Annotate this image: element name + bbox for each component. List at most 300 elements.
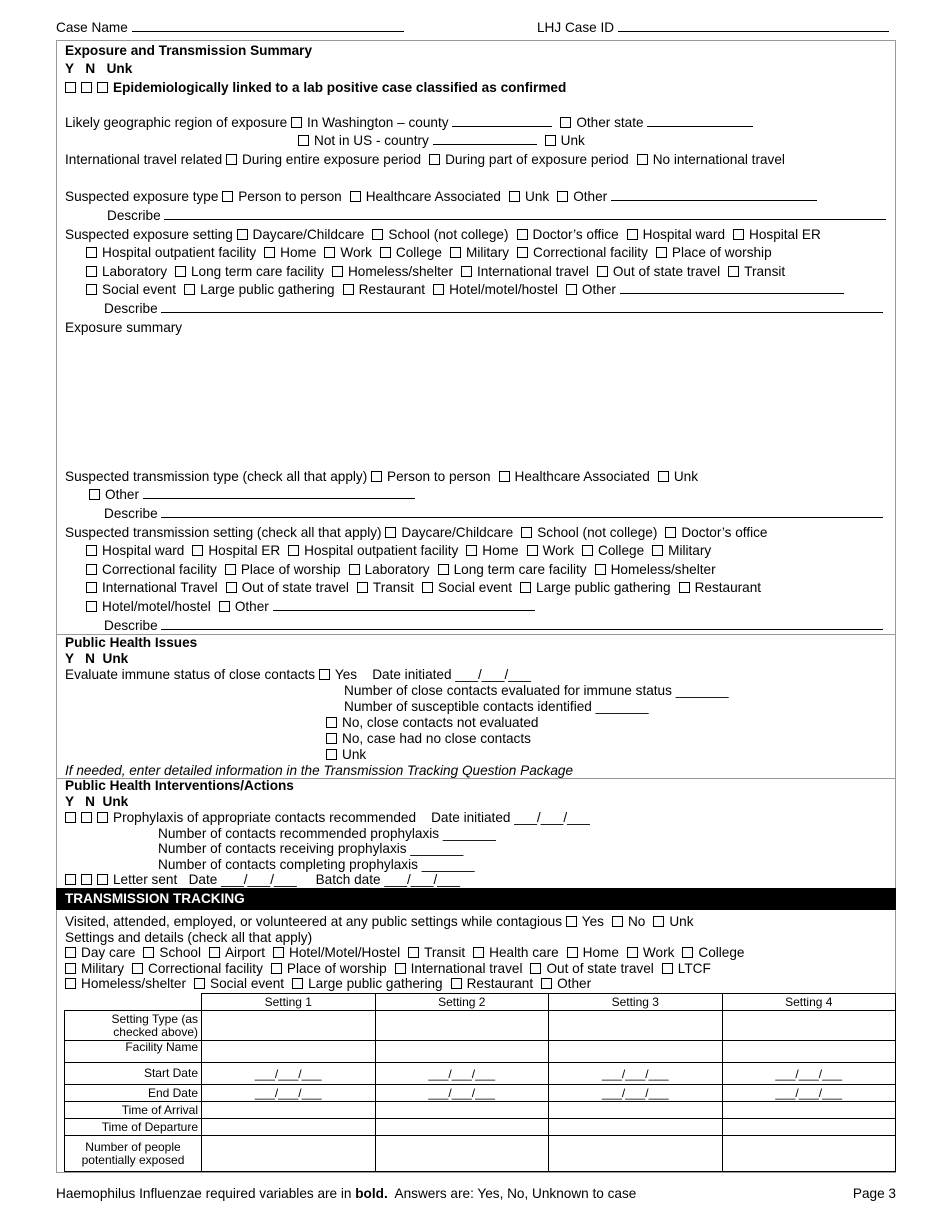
date-cell[interactable]: ___/___/___ <box>375 1085 549 1102</box>
footer-bold: bold. <box>355 1186 388 1201</box>
trans-type-other-field[interactable] <box>143 487 415 499</box>
exposure-type-label: Suspected exposure type <box>65 189 219 204</box>
exp-setting-checkbox[interactable] <box>627 229 638 240</box>
tracking-setting-checkbox[interactable] <box>209 947 220 958</box>
table-cell[interactable] <box>375 1011 549 1041</box>
trans-setting-checkbox[interactable] <box>422 582 433 593</box>
exp-setting-option: Correctional facility <box>533 245 648 260</box>
exposure-type-row <box>65 189 817 205</box>
table-cell[interactable] <box>549 1011 723 1041</box>
trans-setting-checkbox[interactable] <box>225 564 236 575</box>
phi-num-susceptible[interactable]: Number of susceptible contacts identified _______ <box>344 699 649 714</box>
exp-setting-row4 <box>86 282 844 298</box>
tracking-setting-checkbox[interactable] <box>132 963 143 974</box>
geo-region-row <box>65 115 753 131</box>
tracking-setting-option: Restaurant <box>466 976 534 991</box>
tracking-setting-checkbox[interactable] <box>682 947 693 958</box>
geo-county-field[interactable] <box>452 115 552 127</box>
trans-setting-checkbox[interactable] <box>438 564 449 575</box>
settings-table <box>64 993 896 1172</box>
trans-setting-option: Military <box>668 543 712 558</box>
column-header: Setting 2 <box>375 994 549 1011</box>
geo-state-field[interactable] <box>647 115 753 127</box>
trans-setting-checkbox[interactable] <box>349 564 360 575</box>
exp-type-p2p-label: Person to person <box>238 189 342 204</box>
exp-type-hai-checkbox[interactable] <box>350 191 361 202</box>
footer-note: Haemophilus Influenzae required variables are in <box>56 1186 352 1201</box>
tracking-setting-option: Transit <box>424 945 466 960</box>
trans-setting-row4 <box>86 580 761 596</box>
exp-setting-checkbox[interactable] <box>264 247 275 258</box>
table-cell[interactable] <box>549 1136 723 1172</box>
epi-linked-row <box>65 80 566 96</box>
phi-unk-row <box>326 747 366 763</box>
trans-setting-option: Restaurant <box>694 580 762 595</box>
phi-no-evaluated-checkbox[interactable] <box>326 717 337 728</box>
table-cell[interactable] <box>722 1011 896 1041</box>
phi-no-evaluated-label: No, close contacts not evaluated <box>342 715 539 730</box>
intl-entire-checkbox[interactable] <box>226 154 237 165</box>
exp-setting-option: Other <box>581 282 616 297</box>
tracking-no-label: No <box>627 914 646 929</box>
tracking-setting-option: Social event <box>210 976 285 991</box>
exp-setting-checkbox[interactable] <box>372 229 383 240</box>
trans-setting-checkbox[interactable] <box>527 545 538 556</box>
exp-setting-checkbox[interactable] <box>343 284 354 295</box>
trans-type-checkbox[interactable] <box>371 471 382 482</box>
exp-setting-checkbox[interactable] <box>324 247 335 258</box>
tracking-setting-option: LTCF <box>677 961 711 976</box>
tracking-setting-checkbox[interactable] <box>271 963 282 974</box>
epi-linked-y-checkbox[interactable] <box>65 82 76 93</box>
exp-type-describe-field[interactable] <box>164 208 886 220</box>
trans-setting-other-field[interactable] <box>273 599 535 611</box>
exposure-summary-label: Exposure summary <box>65 320 183 335</box>
geo-other-state-label: Other state <box>576 115 644 130</box>
tracking-setting-option: Day care <box>81 945 136 960</box>
phia-proph-unk-checkbox[interactable] <box>97 812 108 823</box>
table-row <box>65 1136 896 1172</box>
table-cell[interactable] <box>722 1136 896 1172</box>
epi-linked-unk-checkbox[interactable] <box>97 82 108 93</box>
trans-setting-checkbox[interactable] <box>385 527 396 538</box>
phia-letter-date[interactable]: Date ___/___/___ <box>188 872 297 887</box>
trans-setting-describe <box>104 618 883 634</box>
trans-setting-checkbox[interactable] <box>652 545 663 556</box>
geo-unk-label: Unk <box>560 133 585 148</box>
trans-setting-option: Out of state travel <box>241 580 349 595</box>
table-row <box>65 1011 896 1041</box>
exp-setting-option: College <box>395 245 442 260</box>
trans-setting-option: School (not college) <box>537 525 658 540</box>
trans-setting-option: College <box>598 543 645 558</box>
exposure-ynu-header <box>65 61 132 77</box>
trans-setting-checkbox[interactable] <box>357 582 368 593</box>
trans-setting-checkbox[interactable] <box>582 545 593 556</box>
tracking-settings-row3 <box>65 976 591 992</box>
table-row <box>65 1041 896 1063</box>
tracking-setting-checkbox[interactable] <box>530 963 541 974</box>
table-cell[interactable] <box>549 1041 723 1063</box>
phi-no-contacts-checkbox[interactable] <box>326 733 337 744</box>
exp-setting-checkbox[interactable] <box>332 266 343 277</box>
phia-letter-row <box>65 872 460 888</box>
exp-setting-describe-field[interactable] <box>161 301 883 313</box>
exp-setting-checkbox[interactable] <box>86 284 97 295</box>
exp-setting-option: Social event <box>102 282 177 297</box>
exp-type-unk-checkbox[interactable] <box>509 191 520 202</box>
exp-setting-option: School (not college) <box>388 227 509 242</box>
exp-setting-row1 <box>65 227 821 243</box>
phi-no-evaluated-row <box>326 715 538 731</box>
geo-not-us-label: Not in US - country <box>314 133 429 148</box>
phi-num-evaluated[interactable]: Number of close contacts evaluated for immune status _______ <box>344 683 729 698</box>
tracking-setting-option: Health care <box>489 945 559 960</box>
table-cell[interactable] <box>375 1119 549 1136</box>
phia-num-completing[interactable]: Number of contacts completing prophylaxis _______ <box>158 857 475 872</box>
phi-yes-label: Yes <box>334 667 358 682</box>
exp-type-unk-label: Unk <box>525 189 550 204</box>
trans-setting-describe-field[interactable] <box>161 618 883 630</box>
exp-setting-option: Hospital ER <box>749 227 821 242</box>
date-cell[interactable]: ___/___/___ <box>549 1085 723 1102</box>
exp-setting-checkbox[interactable] <box>728 266 739 277</box>
geo-unk-checkbox[interactable] <box>545 135 556 146</box>
trans-setting-option: Hospital ER <box>208 543 281 558</box>
table-corner <box>65 994 202 1011</box>
phia-letter-n-checkbox[interactable] <box>81 874 92 885</box>
trans-setting-row1 <box>65 525 768 541</box>
trans-setting-option: Hospital outpatient facility <box>304 543 459 558</box>
tracking-setting-option: Homeless/shelter <box>81 976 187 991</box>
exp-setting-checkbox[interactable] <box>86 266 97 277</box>
epi-linked-n-checkbox[interactable] <box>81 82 92 93</box>
phi-no-contacts-row <box>326 731 531 747</box>
intl-none-checkbox[interactable] <box>637 154 648 165</box>
phi-ynu-header: Y N Unk <box>65 651 129 666</box>
exp-setting-label: Suspected exposure setting <box>65 227 233 242</box>
case-name-label: Case Name <box>56 20 128 35</box>
tracking-yes-label: Yes <box>581 914 604 929</box>
trans-type-describe <box>104 506 883 522</box>
tracking-setting-option: Military <box>81 961 125 976</box>
table-row <box>65 1085 896 1102</box>
trans-setting-checkbox[interactable] <box>86 545 97 556</box>
trans-setting-checkbox[interactable] <box>86 582 97 593</box>
exp-setting-checkbox[interactable] <box>517 229 528 240</box>
tracking-setting-checkbox[interactable] <box>194 978 205 989</box>
date-cell[interactable]: ___/___/___ <box>722 1085 896 1102</box>
table-cell[interactable] <box>722 1102 896 1119</box>
tracking-setting-checkbox[interactable] <box>567 947 578 958</box>
trans-setting-option: Correctional facility <box>102 562 217 577</box>
exp-setting-option: Work <box>340 245 372 260</box>
trans-setting-row3 <box>86 562 716 578</box>
intl-part-label: During part of exposure period <box>445 152 629 167</box>
tracking-setting-option: Other <box>557 976 592 991</box>
epi-linked-label: Epidemiologically linked to a lab positive case classified as confirmed <box>113 80 567 95</box>
transmission-tracking-header: TRANSMISSION TRACKING <box>56 888 896 910</box>
exp-setting-option: Hospital ward <box>642 227 726 242</box>
trans-setting-row2 <box>86 543 711 559</box>
exp-setting-checkbox[interactable] <box>517 247 528 258</box>
phia-date-initiated[interactable]: Date initiated ___/___/___ <box>431 810 590 825</box>
tracking-settings-row2 <box>65 961 711 977</box>
intl-entire-label: During entire exposure period <box>241 152 422 167</box>
exp-setting-checkbox[interactable] <box>380 247 391 258</box>
phia-ynu-header: Y N Unk <box>65 794 129 809</box>
tracking-setting-option: Hotel/Motel/Hostel <box>289 945 401 960</box>
tracking-setting-checkbox[interactable] <box>395 963 406 974</box>
geo-wa-checkbox[interactable] <box>291 117 302 128</box>
table-cell[interactable] <box>375 1102 549 1119</box>
phi-evaluate-yes-checkbox[interactable] <box>319 669 330 680</box>
row-label: End Date <box>65 1085 202 1102</box>
trans-type-row <box>65 469 698 485</box>
trans-setting-row5 <box>86 599 535 615</box>
geo-wa-label: In Washington – county <box>306 115 449 130</box>
table-header-row <box>65 994 896 1011</box>
trans-setting-checkbox[interactable] <box>665 527 676 538</box>
trans-setting-checkbox[interactable] <box>86 564 97 575</box>
row-label: Time of Departure <box>65 1119 202 1136</box>
trans-type-checkbox[interactable] <box>499 471 510 482</box>
phi-evaluate-label: Evaluate immune status of close contacts <box>65 667 316 682</box>
column-header: Setting 3 <box>549 994 723 1011</box>
case-name-field[interactable] <box>56 20 404 35</box>
tracking-setting-option: Large public gathering <box>308 976 443 991</box>
table-cell[interactable] <box>202 1041 376 1063</box>
row-label: Facility Name <box>65 1041 202 1063</box>
phi-evaluate-row <box>65 667 531 683</box>
trans-setting-checkbox[interactable] <box>192 545 203 556</box>
trans-type-other-label: Other <box>105 487 139 502</box>
intl-none-label: No international travel <box>652 152 785 167</box>
tracking-setting-checkbox[interactable] <box>65 978 76 989</box>
trans-setting-option: Transit <box>372 580 414 595</box>
trans-setting-checkbox[interactable] <box>679 582 690 593</box>
date-cell[interactable]: ___/___/___ <box>722 1063 896 1085</box>
tracking-visited-row <box>65 914 694 930</box>
geo-country-field[interactable] <box>433 133 537 145</box>
trans-setting-checkbox[interactable] <box>226 582 237 593</box>
column-header: Setting 1 <box>202 994 376 1011</box>
phi-note: If needed, enter detailed information in the Transmission Tracking Question Package <box>65 763 574 778</box>
trans-setting-option: Other <box>234 599 269 614</box>
trans-setting-option: Large public gathering <box>536 580 671 595</box>
exp-setting-checkbox[interactable] <box>433 284 444 295</box>
exp-type-other-field[interactable] <box>611 189 817 201</box>
tracking-setting-checkbox[interactable] <box>451 978 462 989</box>
trans-setting-checkbox[interactable] <box>466 545 477 556</box>
ynu-y: Y <box>65 61 75 76</box>
date-cell[interactable]: ___/___/___ <box>202 1063 376 1085</box>
tracking-setting-option: Work <box>642 945 675 960</box>
footer-answers: Answers are: Yes, No, Unknown to case <box>394 1186 637 1201</box>
phia-num-recommended[interactable]: Number of contacts recommended prophylaxis _______ <box>158 826 496 841</box>
trans-setting-checkbox[interactable] <box>86 601 97 612</box>
table-cell[interactable] <box>202 1102 376 1119</box>
table-cell[interactable] <box>375 1136 549 1172</box>
trans-setting-label: Suspected transmission setting (check all that apply) <box>65 525 382 540</box>
exposure-type-describe <box>107 208 886 224</box>
exp-setting-checkbox[interactable] <box>175 266 186 277</box>
tracking-setting-checkbox[interactable] <box>627 947 638 958</box>
geo-not-us-checkbox[interactable] <box>298 135 309 146</box>
phia-proph-n-checkbox[interactable] <box>81 812 92 823</box>
row-label: Setting Type (as checked above) <box>65 1011 202 1041</box>
geo-other-state-checkbox[interactable] <box>560 117 571 128</box>
trans-type-describe-field[interactable] <box>161 506 883 518</box>
trans-type-option: Unk <box>673 469 698 484</box>
table-cell[interactable] <box>375 1041 549 1063</box>
tracking-no-checkbox[interactable] <box>612 916 623 927</box>
page-number: Page 3 <box>852 1186 896 1201</box>
trans-setting-checkbox[interactable] <box>520 582 531 593</box>
tracking-setting-option: School <box>159 945 201 960</box>
exp-setting-row2 <box>86 245 772 261</box>
phi-date-initiated[interactable]: Date initiated ___/___/___ <box>372 667 531 682</box>
tracking-setting-checkbox[interactable] <box>65 963 76 974</box>
trans-setting-option: Place of worship <box>240 562 341 577</box>
lhj-case-id-label: LHJ Case ID <box>537 20 615 35</box>
tracking-setting-checkbox[interactable] <box>143 947 154 958</box>
phia-num-receiving[interactable]: Number of contacts receiving prophylaxis _______ <box>158 841 464 856</box>
table-cell[interactable] <box>202 1011 376 1041</box>
table-cell[interactable] <box>722 1119 896 1136</box>
ynu-n: N <box>85 61 96 76</box>
exposure-section-title: Exposure and Transmission Summary <box>65 43 313 58</box>
geo-region-label: Likely geographic region of exposure <box>65 115 288 130</box>
trans-type-label: Suspected transmission type (check all that apply) <box>65 469 368 484</box>
phia-proph-y-checkbox[interactable] <box>65 812 76 823</box>
exp-setting-other-field[interactable] <box>620 282 844 294</box>
table-cell[interactable] <box>202 1136 376 1172</box>
exp-setting-describe <box>104 301 883 317</box>
tracking-unk-checkbox[interactable] <box>653 916 664 927</box>
ynu-unk: Unk <box>106 61 133 76</box>
row-label: Number of people potentially exposed <box>65 1136 202 1172</box>
describe-label: Describe <box>104 506 158 521</box>
tracking-unk-label: Unk <box>669 914 694 929</box>
exp-setting-checkbox[interactable] <box>450 247 461 258</box>
phia-letter-y-checkbox[interactable] <box>65 874 76 885</box>
lhj-case-id-field[interactable] <box>537 20 889 35</box>
tracking-setting-option: Out of state travel <box>546 961 654 976</box>
exp-setting-option: Military <box>466 245 510 260</box>
tracking-setting-checkbox[interactable] <box>292 978 303 989</box>
tracking-yes-checkbox[interactable] <box>566 916 577 927</box>
exp-type-hai-label: Healthcare Associated <box>365 189 501 204</box>
exp-setting-option: International travel <box>477 264 589 279</box>
phi-unk-checkbox[interactable] <box>326 749 337 760</box>
exp-setting-option: Large public gathering <box>200 282 335 297</box>
trans-setting-option: Laboratory <box>364 562 430 577</box>
trans-setting-option: Work <box>542 543 575 558</box>
tracking-setting-option: College <box>698 945 745 960</box>
tracking-settings-label: Settings and details (check all that apply) <box>65 930 313 945</box>
exp-setting-option: Hotel/motel/hostel <box>449 282 558 297</box>
exp-setting-checkbox[interactable] <box>461 266 472 277</box>
tracking-setting-checkbox[interactable] <box>473 947 484 958</box>
exp-setting-checkbox[interactable] <box>733 229 744 240</box>
exp-type-other-checkbox[interactable] <box>557 191 568 202</box>
table-row <box>65 1102 896 1119</box>
tracking-setting-option: Home <box>582 945 619 960</box>
phia-batch-date[interactable]: Batch date ___/___/___ <box>315 872 460 887</box>
trans-type-option: Healthcare Associated <box>514 469 650 484</box>
table-cell[interactable] <box>722 1041 896 1063</box>
trans-setting-checkbox[interactable] <box>288 545 299 556</box>
exp-setting-option: Daycare/Childcare <box>252 227 365 242</box>
trans-setting-checkbox[interactable] <box>521 527 532 538</box>
exp-setting-option: Out of state travel <box>612 264 721 279</box>
date-cell[interactable]: ___/___/___ <box>202 1085 376 1102</box>
column-header: Setting 4 <box>722 994 896 1011</box>
table-row <box>65 1063 896 1085</box>
exp-setting-checkbox[interactable] <box>184 284 195 295</box>
trans-type-checkbox[interactable] <box>658 471 669 482</box>
page-footer <box>56 1186 896 1201</box>
tracking-setting-option: International travel <box>410 961 523 976</box>
intl-travel-label: International travel related <box>65 152 223 167</box>
tracking-visited-label: Visited, attended, employed, or volunteered at any public settings while contagious <box>65 914 562 929</box>
exp-setting-checkbox[interactable] <box>597 266 608 277</box>
trans-setting-option: Hotel/motel/hostel <box>102 599 211 614</box>
tracking-setting-checkbox[interactable] <box>408 947 419 958</box>
tracking-setting-checkbox[interactable] <box>541 978 552 989</box>
trans-setting-checkbox[interactable] <box>595 564 606 575</box>
tracking-setting-option: Airport <box>224 945 266 960</box>
tracking-setting-checkbox[interactable] <box>273 947 284 958</box>
exp-type-other-label: Other <box>573 189 608 204</box>
trans-setting-option: Daycare/Childcare <box>401 525 514 540</box>
tracking-settings-row1 <box>65 945 745 961</box>
exp-setting-option: Hospital outpatient facility <box>102 245 257 260</box>
exp-setting-option: Laboratory <box>102 264 167 279</box>
trans-setting-checkbox[interactable] <box>219 601 230 612</box>
exp-setting-option: Home <box>280 245 317 260</box>
exp-setting-option: Doctor’s office <box>532 227 619 242</box>
tracking-setting-checkbox[interactable] <box>662 963 673 974</box>
describe-label: Describe <box>107 208 161 223</box>
tracking-setting-checkbox[interactable] <box>65 947 76 958</box>
table-cell[interactable] <box>549 1102 723 1119</box>
exp-setting-checkbox[interactable] <box>566 284 577 295</box>
date-cell[interactable]: ___/___/___ <box>375 1063 549 1085</box>
exp-setting-option: Long term care facility <box>191 264 324 279</box>
page-header <box>56 20 896 38</box>
intl-part-checkbox[interactable] <box>429 154 440 165</box>
trans-setting-option: Long term care facility <box>453 562 587 577</box>
row-label: Time of Arrival <box>65 1102 202 1119</box>
exp-setting-row3 <box>86 264 785 280</box>
phia-letter-unk-checkbox[interactable] <box>97 874 108 885</box>
phi-no-contacts-label: No, case had no close contacts <box>342 731 531 746</box>
date-cell[interactable]: ___/___/___ <box>549 1063 723 1085</box>
describe-label: Describe <box>104 618 158 633</box>
exp-setting-checkbox[interactable] <box>237 229 248 240</box>
exp-setting-checkbox[interactable] <box>656 247 667 258</box>
trans-type-other-checkbox[interactable] <box>89 489 100 500</box>
table-cell[interactable] <box>549 1119 723 1136</box>
table-cell[interactable] <box>202 1119 376 1136</box>
exp-setting-checkbox[interactable] <box>86 247 97 258</box>
tracking-setting-option: Place of worship <box>286 961 387 976</box>
trans-type-option: Person to person <box>387 469 491 484</box>
exp-type-p2p-checkbox[interactable] <box>222 191 233 202</box>
exp-setting-option: Transit <box>744 264 786 279</box>
